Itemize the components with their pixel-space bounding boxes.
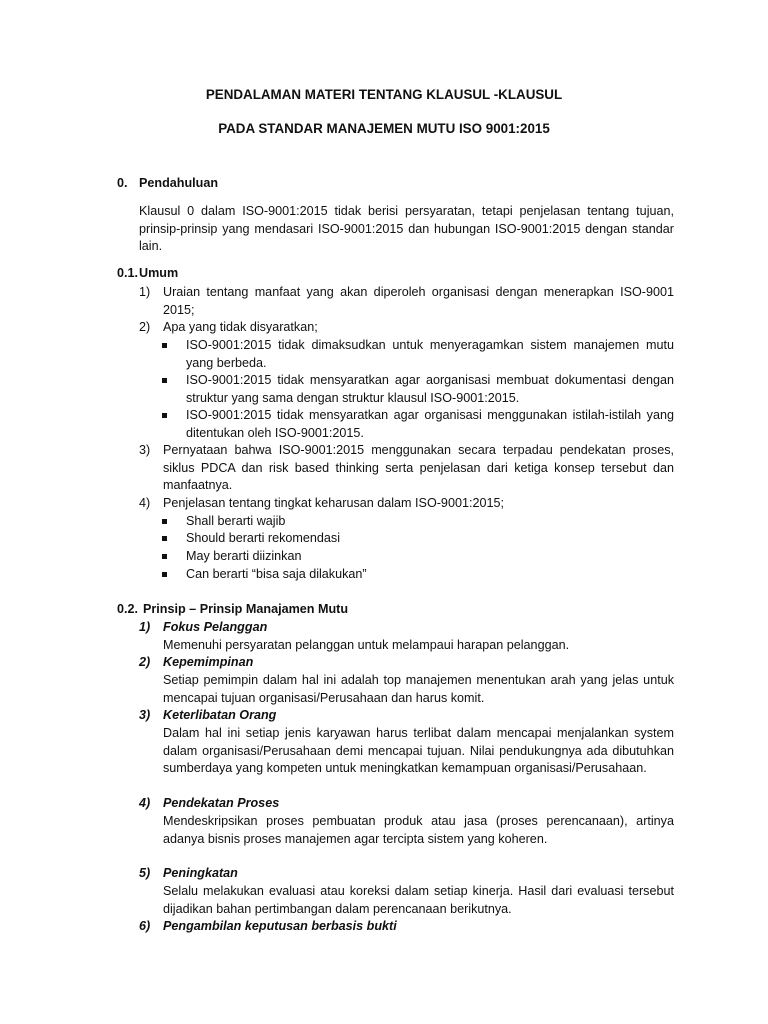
principle-title: Kepemimpinan bbox=[163, 655, 254, 669]
principle-title: Pendekatan Proses bbox=[163, 796, 280, 810]
section01-heading: Umum bbox=[139, 266, 179, 280]
principle-number: 3) bbox=[139, 708, 151, 722]
section0-number: 0. bbox=[117, 176, 128, 190]
principle-title: Pengambilan keputusan berbasis bukti bbox=[163, 919, 397, 933]
principle-text: Setiap pemimpin dalam hal ini adalah top manajemen menentukan arah yang jelas untuk mencapai tujuan organisasi/Perusahaan dan harus komit. bbox=[163, 673, 674, 705]
bullet-text: Should berarti rekomendasi bbox=[186, 531, 341, 545]
principle-text: Mendeskripsikan proses pembuatan produk atau jasa (proses perencanaan), artinya adanya bisnis proses manajemen agar tercipta sistem yang koheren. bbox=[163, 814, 674, 846]
bullet-square-icon bbox=[162, 530, 172, 548]
principle-text: Memenuhi persyaratan pelanggan untuk melampaui harapan pelanggan. bbox=[163, 638, 570, 652]
list-item-text: Uraian tentang manfaat yang akan diperoleh organisasi dengan menerapkan ISO-9001 2015; bbox=[163, 285, 674, 317]
principle-title: Keterlibatan Orang bbox=[163, 708, 277, 722]
section01-number: 0.1. bbox=[117, 266, 139, 280]
bullet-square-icon bbox=[162, 566, 172, 584]
list-item-number: 3) bbox=[139, 443, 151, 457]
section0-heading: Pendahuluan bbox=[139, 176, 219, 190]
principle-number: 1) bbox=[139, 620, 151, 634]
bullet-square-icon bbox=[162, 337, 172, 355]
bullet-text: ISO-9001:2015 tidak mensyaratkan agar aorganisasi membuat dokumentasi dengan struktur yang sama dengan struktur klausul ISO-9001:2015. bbox=[186, 373, 674, 405]
principle-text: Selalu melakukan evaluasi atau koreksi dalam setiap kinerja. Hasil dari evaluasi tersebut dijadikan bahan pertimbangan dalam perencanaan berikutnya. bbox=[163, 884, 674, 916]
principle-number: 5) bbox=[139, 866, 151, 880]
principle-title: Fokus Pelanggan bbox=[163, 620, 268, 634]
principle-number: 4) bbox=[139, 796, 151, 810]
bullet-square-icon bbox=[162, 372, 172, 390]
list-item-text: Apa yang tidak disyaratkan; bbox=[163, 320, 318, 334]
principle-number: 6) bbox=[139, 919, 151, 933]
section02-heading: Prinsip – Prinsip Manajamen Mutu bbox=[143, 602, 349, 616]
section02-number: 0.2. bbox=[117, 602, 139, 616]
list-item-text: Pernyataan bahwa ISO-9001:2015 menggunakan secara terpadau pendekatan proses, siklus PDCA dan risk based thinking serta penjelasan dari ketiga konsep tersebut dan manfaatnya. bbox=[163, 443, 674, 493]
principle-number: 2) bbox=[139, 655, 151, 669]
bullet-text: May berarti diizinkan bbox=[186, 549, 302, 563]
bullet-square-icon bbox=[162, 513, 172, 531]
document-title-line1: PENDALAMAN MATERI TENTANG KLAUSUL -KLAUSUL bbox=[205, 87, 563, 102]
list-item-text: Penjelasan tentang tingkat keharusan dalam ISO-9001:2015; bbox=[163, 496, 504, 510]
section0-paragraph: Klausul 0 dalam ISO-9001:2015 tidak berisi persyaratan, tetapi penjelasan tentang tujuan, prinsip-prinsip yang mendasari ISO-9001:2015 dan hubungan ISO-9001:2015 dengan standar lain. bbox=[139, 204, 674, 254]
principle-title: Peningkatan bbox=[163, 866, 238, 880]
bullet-square-icon bbox=[162, 407, 172, 425]
principle-text: Dalam hal ini setiap jenis karyawan harus terlibat dalam mencapai menjalankan system dalam organisasi/Perusahaan demi mencapai tujuan. Nilai pendukungnya ada dibutuhkan sumberdaya yang kompeten untuk meningkatkan kemampuan organisasi/Perusahaan. bbox=[163, 726, 674, 776]
list-item-number: 2) bbox=[139, 320, 151, 334]
list-item-number: 1) bbox=[139, 285, 151, 299]
document-title-line2: PADA STANDAR MANAJEMEN MUTU ISO 9001:2015 bbox=[218, 121, 550, 136]
bullet-text: ISO-9001:2015 tidak dimaksudkan untuk menyeragamkan sistem manajemen mutu yang berbeda. bbox=[186, 338, 674, 370]
bullet-square-icon bbox=[162, 548, 172, 566]
list-item-number: 4) bbox=[139, 496, 151, 510]
bullet-text: Shall berarti wajib bbox=[186, 514, 286, 528]
bullet-text: Can berarti “bisa saja dilakukan” bbox=[186, 567, 367, 581]
bullet-text: ISO-9001:2015 tidak mensyaratkan agar organisasi menggunakan istilah-istilah yang ditentukan oleh ISO-9001:2015. bbox=[186, 408, 674, 440]
